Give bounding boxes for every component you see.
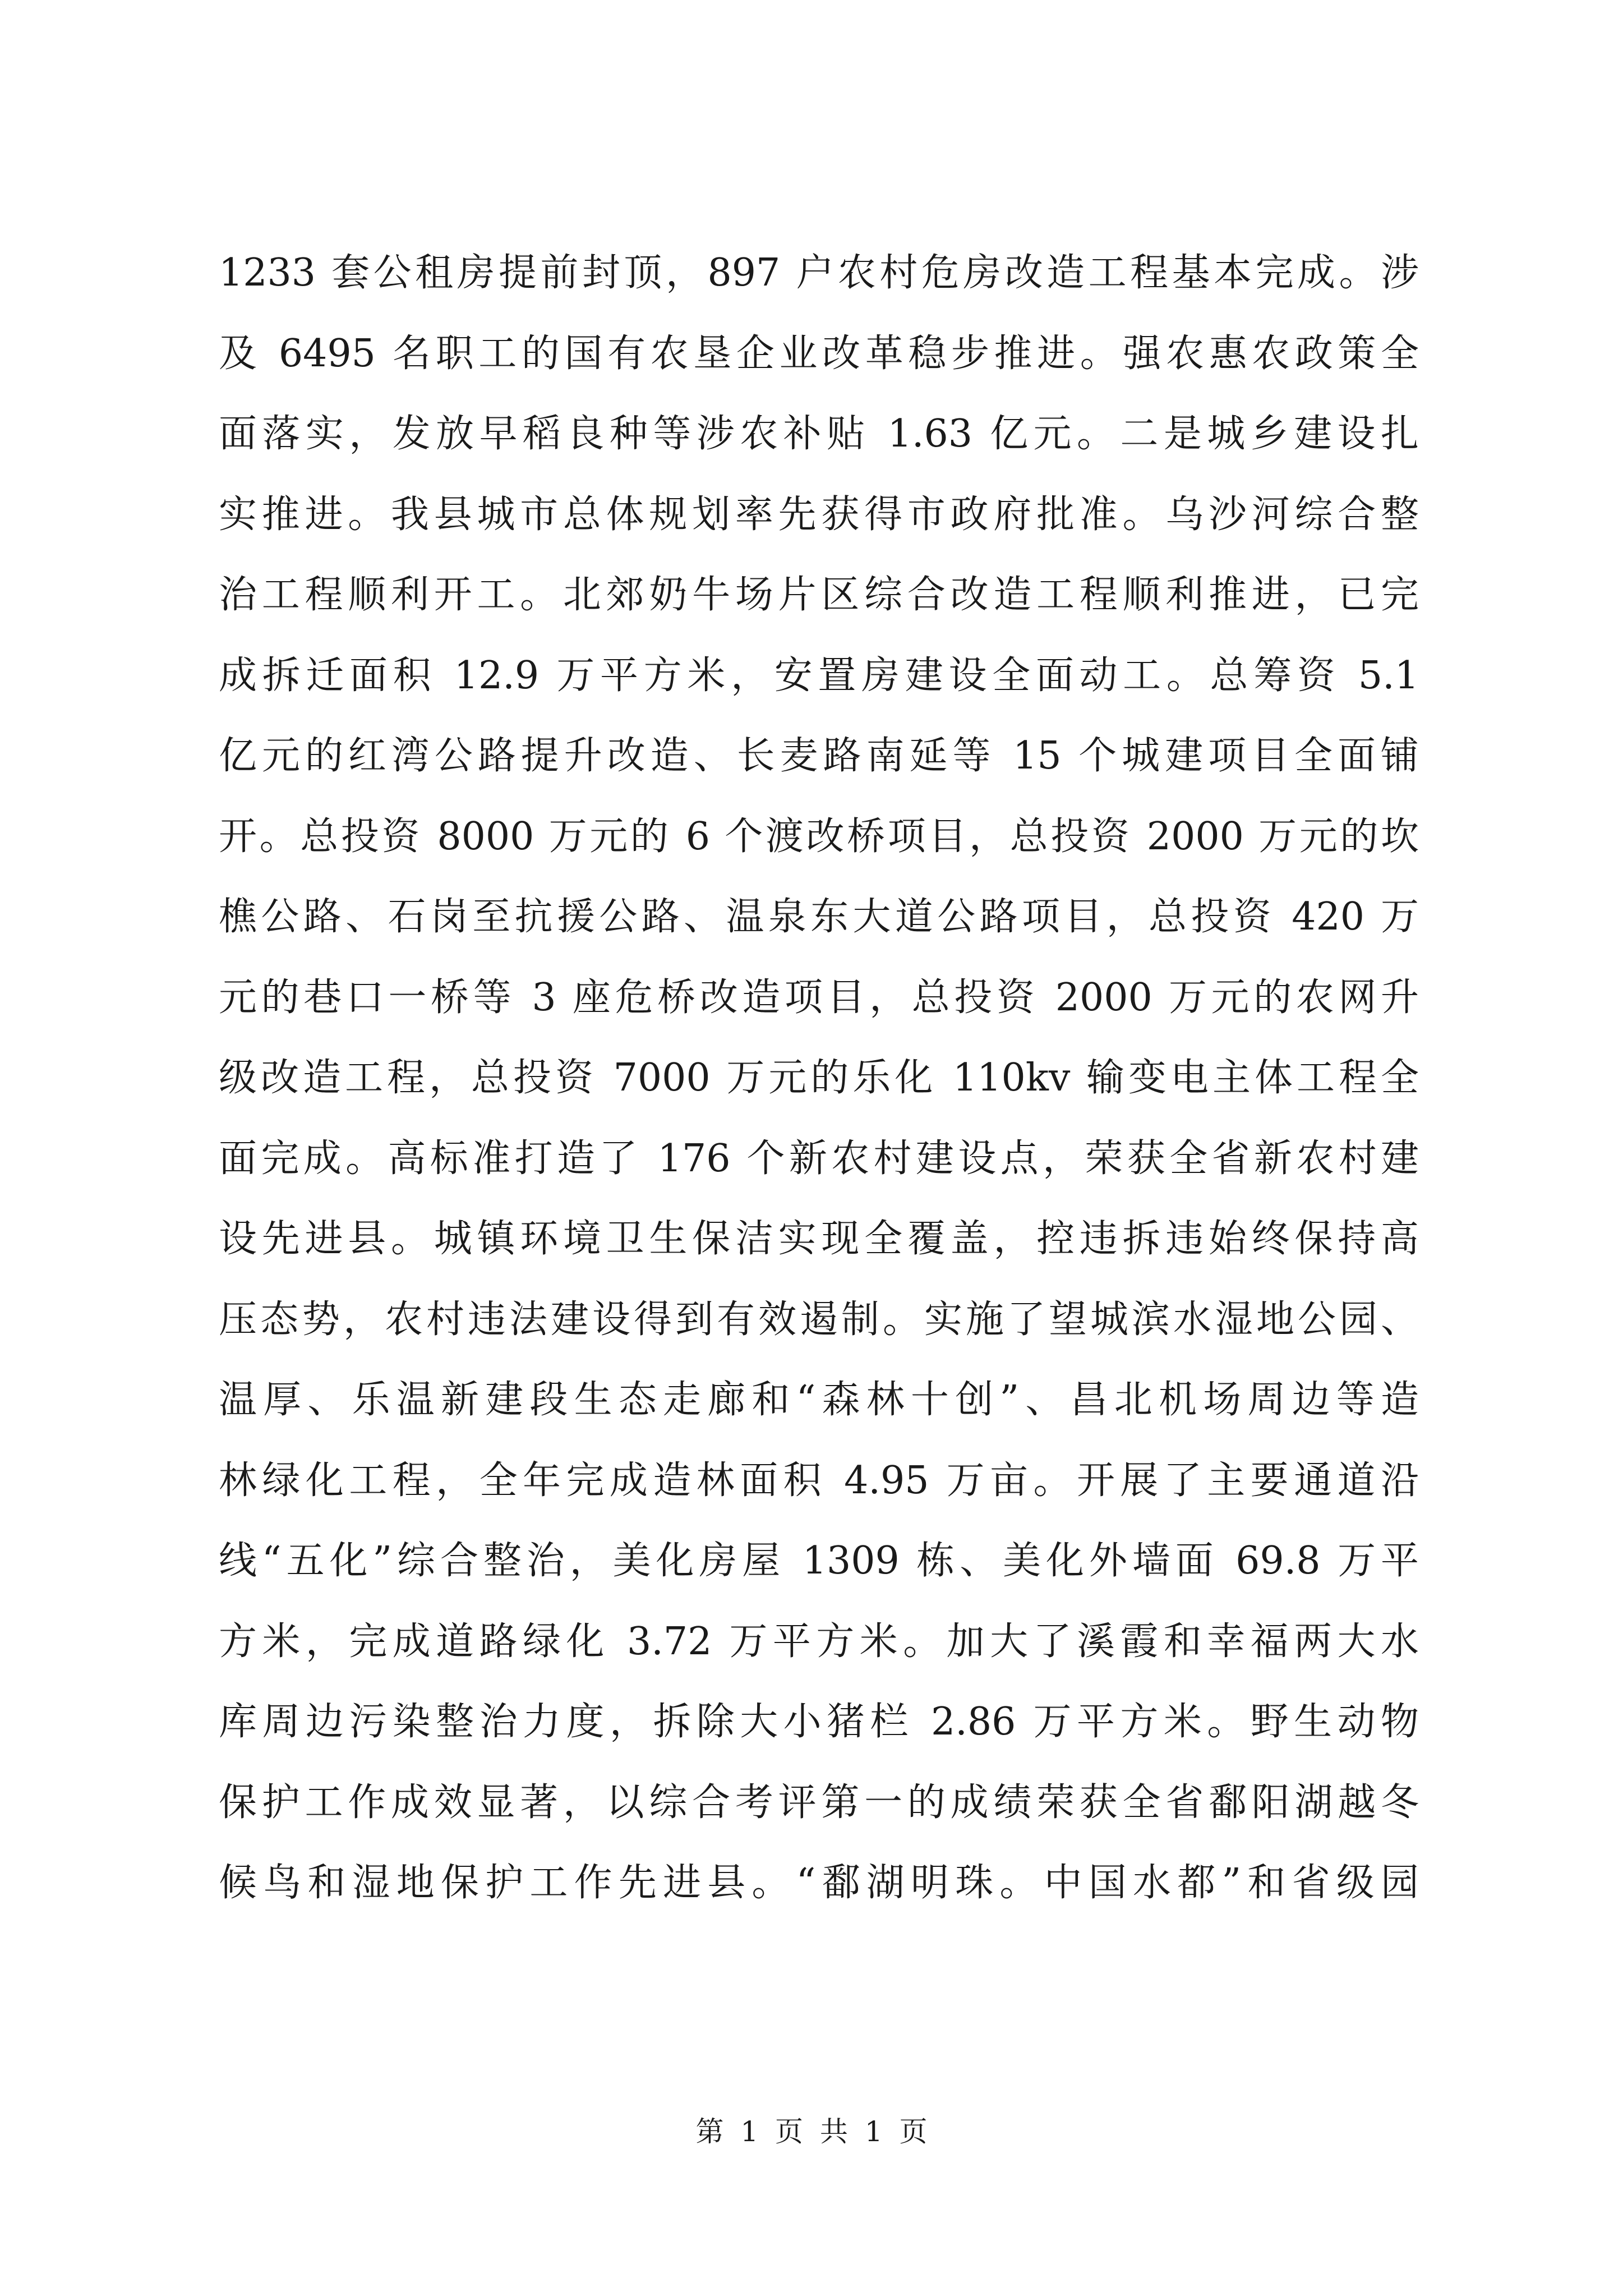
page-number: 第 1 页 共 1 页 bbox=[695, 2115, 928, 2148]
text-line: 樵公路、石岗至抗援公路、温泉东大道公路项目，总投资 420 万 bbox=[219, 895, 1419, 939]
text-line: 温厚、乐温新建段生态走廊和“森林十创”、昌北机场周边等造 bbox=[219, 1378, 1419, 1422]
text-line: 林绿化工程，全年完成造林面积 4.95 万亩。开展了主要通道沿 bbox=[219, 1458, 1419, 1503]
text-line: 设先进县。城镇环境卫生保洁实现全覆盖，控违拆违始终保持高 bbox=[219, 1217, 1419, 1261]
body-text bbox=[219, 233, 1419, 1924]
text-line: 1233 套公租房提前封顶，897 户农村危房改造工程基本完成。涉 bbox=[219, 251, 1419, 295]
text-line: 面完成。高标准打造了 176 个新农村建设点，荣获全省新农村建 bbox=[219, 1136, 1419, 1181]
text-line: 开。总投资 8000 万元的 6 个渡改桥项目，总投资 2000 万元的坎 bbox=[219, 814, 1419, 859]
text-line: 压态势，农村违法建设得到有效遏制。实施了望城滨水湿地公园、 bbox=[219, 1297, 1419, 1342]
text-line: 线“五化”综合整治，美化房屋 1309 栋、美化外墙面 69.8 万平 bbox=[219, 1539, 1419, 1583]
text-line: 保护工作成效显著，以综合考评第一的成绩荣获全省鄱阳湖越冬 bbox=[219, 1780, 1419, 1825]
text-line: 元的巷口一桥等 3 座危桥改造项目，总投资 2000 万元的农网升 bbox=[219, 975, 1419, 1020]
text-line: 及 6495 名职工的国有农垦企业改革稳步推进。强农惠农政策全 bbox=[219, 331, 1419, 376]
text-line: 级改造工程，总投资 7000 万元的乐化 110kv 输变电主体工程全 bbox=[219, 1056, 1419, 1100]
text-line: 实推进。我县城市总体规划率先获得市政府批准。乌沙河综合整 bbox=[219, 492, 1419, 537]
text-line: 方米，完成道路绿化 3.72 万平方米。加大了溪霞和幸福两大水 bbox=[219, 1619, 1419, 1664]
text-line: 成拆迁面积 12.9 万平方米，安置房建设全面动工。总筹资 5.1 bbox=[219, 653, 1419, 698]
text-line: 候鸟和湿地保护工作先进县。“鄱湖明珠。中国水都”和省级园 bbox=[219, 1861, 1419, 1905]
text-line: 面落实，发放早稻良种等涉农补贴 1.63 亿元。二是城乡建设扎 bbox=[219, 412, 1419, 456]
text-line: 库周边污染整治力度，拆除大小猪栏 2.86 万平方米。野生动物 bbox=[219, 1700, 1419, 1744]
text-line: 治工程顺利开工。北郊奶牛场片区综合改造工程顺利推进，已完 bbox=[219, 573, 1419, 617]
page-footer bbox=[0, 2115, 1623, 2148]
text-line: 亿元的红湾公路提升改造、长麦路南延等 15 个城建项目全面铺 bbox=[219, 734, 1419, 778]
